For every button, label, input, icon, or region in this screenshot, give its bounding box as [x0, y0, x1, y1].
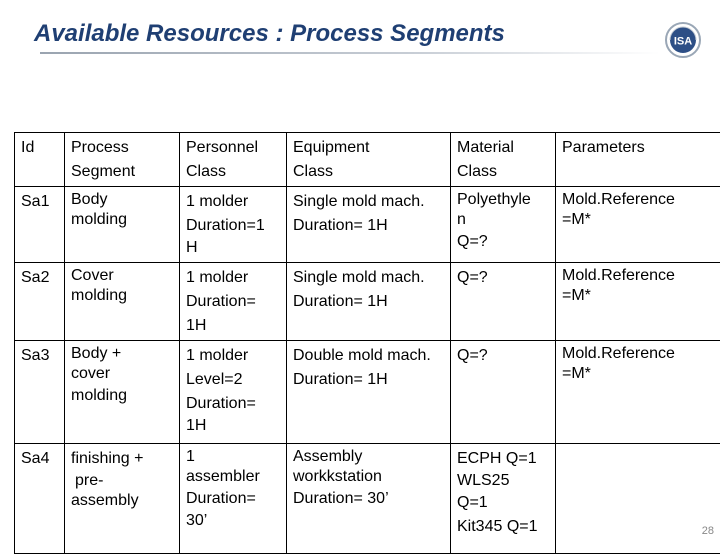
cell-id: Sa4 [15, 444, 65, 554]
table-row [15, 187, 720, 263]
cell-equipment-class: Assembly workkstation Duration= 30’ [287, 444, 451, 554]
cell-material-class: Q=? [451, 263, 556, 341]
cell-process-segment: Cover molding [65, 263, 180, 341]
header-material-class: Material Class [451, 133, 556, 187]
page-number: 28 [702, 525, 714, 537]
cell-process-segment: Body + cover molding [65, 341, 180, 444]
cell-personnel-class: 1 molder Duration=1 H [180, 187, 287, 263]
cell-material-class: ECPH Q=1 WLS25 Q=1 Kit345 Q=1 [451, 444, 556, 554]
title-underline [40, 52, 660, 54]
cell-personnel-class: 1 assembler Duration= 30’ [180, 444, 287, 554]
cell-personnel-class: 1 molder Level=2 Duration= 1H [180, 341, 287, 444]
cell-process-segment: Body molding [65, 187, 180, 263]
process-segments-table [14, 132, 720, 554]
cell-id: Sa1 [15, 187, 65, 263]
cell-id: Sa2 [15, 263, 65, 341]
header-equipment-class: Equipment Class [287, 133, 451, 187]
cell-process-segment: finishing + pre- assembly [65, 444, 180, 554]
logo-text: ISA [674, 36, 692, 48]
cell-personnel-class: 1 molder Duration= 1H [180, 263, 287, 341]
cell-material-class: Polyethyle n Q=? [451, 187, 556, 263]
header-id: Id [15, 133, 65, 187]
cell-equipment-class: Single mold mach. Duration= 1H [287, 263, 451, 341]
table-row [15, 263, 720, 341]
cell-id: Sa3 [15, 341, 65, 444]
header-parameters: Parameters [556, 133, 720, 187]
table-row [15, 444, 720, 554]
slide-title: Available Resources : Process Segments [34, 20, 505, 48]
table-header-row [15, 133, 720, 187]
isa-logo-icon [663, 20, 703, 60]
header-process-segment: Process Segment [65, 133, 180, 187]
cell-parameters: Mold.Reference =M* [556, 263, 720, 341]
cell-parameters: Mold.Reference =M* [556, 341, 720, 444]
cell-parameters: Mold.Reference =M* [556, 187, 720, 263]
cell-equipment-class: Single mold mach. Duration= 1H [287, 187, 451, 263]
cell-equipment-class: Double mold mach. Duration= 1H [287, 341, 451, 444]
cell-material-class: Q=? [451, 341, 556, 444]
table-row [15, 341, 720, 444]
cell-parameters [556, 444, 720, 554]
header-personnel-class: Personnel Class [180, 133, 287, 187]
